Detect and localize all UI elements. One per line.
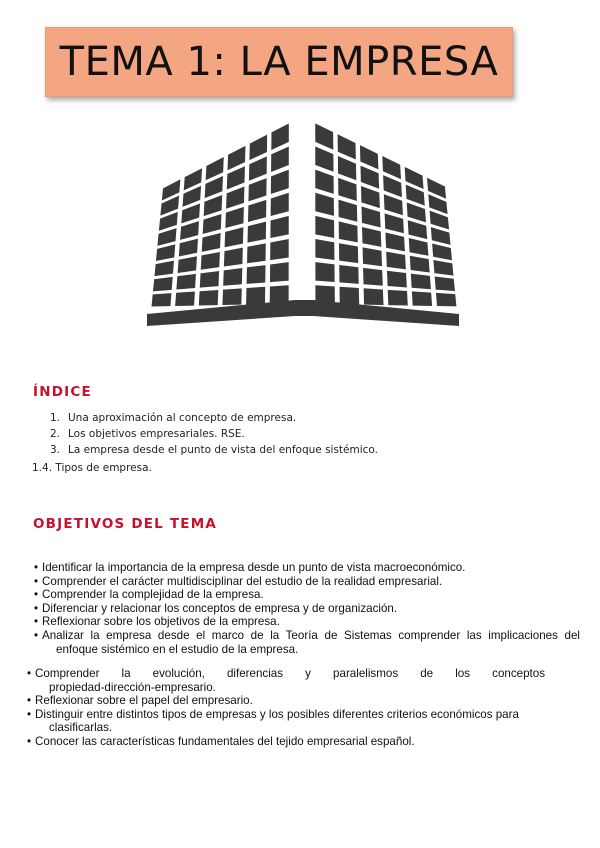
building-window bbox=[270, 262, 289, 282]
objective-item: • Analizar la empresa desde el marco de la Teoría de Sistemas comprender las implicaciones del enfoque sistémico en el estudio de la empresa. bbox=[34, 629, 580, 656]
page-title: TEMA 1: LA EMPRESA bbox=[59, 39, 499, 85]
building-window bbox=[408, 220, 427, 239]
building-window bbox=[176, 274, 196, 290]
building-window bbox=[156, 244, 175, 261]
building-window bbox=[200, 271, 219, 288]
building-window bbox=[271, 170, 289, 194]
building-window bbox=[227, 166, 245, 189]
building-window bbox=[247, 243, 266, 263]
building-window bbox=[339, 243, 358, 263]
building-window bbox=[270, 239, 289, 260]
building-window bbox=[248, 178, 266, 201]
building-window bbox=[179, 239, 198, 257]
building-window bbox=[271, 147, 289, 172]
index-list bbox=[50, 410, 378, 458]
building-window bbox=[407, 202, 426, 222]
building-window bbox=[315, 216, 334, 238]
building-window bbox=[315, 123, 333, 149]
title-banner bbox=[45, 27, 513, 97]
building-window bbox=[249, 156, 267, 180]
building-window bbox=[384, 194, 403, 215]
building-window bbox=[363, 268, 383, 286]
building-icon bbox=[145, 118, 461, 330]
building-window bbox=[203, 214, 222, 234]
index-item: 2. Los objetivos empresariales. RSE. bbox=[50, 428, 245, 440]
building-window bbox=[315, 239, 334, 260]
building-window bbox=[224, 248, 243, 267]
building-window bbox=[201, 252, 220, 270]
building-window bbox=[246, 287, 265, 305]
building-window bbox=[181, 203, 200, 223]
building-window bbox=[248, 222, 267, 243]
building-window bbox=[362, 227, 381, 247]
building-window bbox=[271, 193, 289, 216]
objectives-list-a bbox=[34, 561, 580, 656]
building-window bbox=[363, 247, 382, 266]
building-window bbox=[410, 256, 430, 273]
building-window bbox=[364, 288, 384, 305]
building-window bbox=[315, 147, 333, 172]
building-window bbox=[386, 252, 406, 270]
objectives-list-b bbox=[27, 667, 545, 749]
building-window bbox=[362, 206, 381, 227]
objective-item: • Distinguir entre distintos tipos de empresas y los posibles diferentes criterios económicos para clasificarlas. bbox=[27, 708, 545, 735]
building-window bbox=[339, 221, 358, 242]
building-window bbox=[435, 276, 455, 291]
building-window bbox=[226, 187, 244, 209]
building-window bbox=[202, 233, 221, 252]
objectives-heading: OBJETIVOS DEL TEMA bbox=[33, 516, 217, 532]
building-window bbox=[223, 268, 242, 286]
building-window bbox=[339, 265, 358, 284]
building-window bbox=[225, 227, 244, 247]
objective-item: • Reflexionar sobre el papel del empresario. bbox=[27, 694, 545, 708]
objective-item: • Comprender el carácter multidisciplinar del estudio de la realidad empresarial. bbox=[34, 575, 580, 589]
building-window bbox=[206, 157, 224, 180]
building-window bbox=[180, 221, 199, 240]
building-window bbox=[270, 216, 288, 238]
building-window bbox=[248, 200, 266, 222]
building-window bbox=[361, 186, 380, 208]
building-window bbox=[338, 200, 357, 222]
building-window bbox=[436, 293, 456, 307]
building-window bbox=[360, 145, 378, 169]
building-window bbox=[271, 123, 289, 150]
objective-item: • Reflexionar sobre los objetivos de la empresa. bbox=[34, 615, 580, 629]
building-window bbox=[249, 135, 267, 160]
index-item: 1. Una aproximación al concepto de empresa. bbox=[50, 412, 297, 424]
index-item: 3. La empresa desde el punto de vista del enfoque sistémico. bbox=[50, 444, 379, 456]
building-window bbox=[199, 290, 219, 306]
building-window bbox=[247, 265, 266, 284]
building-window bbox=[153, 277, 173, 291]
index-heading: ÍNDICE bbox=[33, 384, 92, 400]
building-window bbox=[222, 288, 241, 305]
building-window bbox=[432, 244, 452, 261]
building-window bbox=[431, 227, 451, 245]
building-window bbox=[340, 287, 360, 305]
objective-item: • Conocer las características fundamentales del tejido empresarial español. bbox=[27, 735, 545, 749]
building-window bbox=[315, 262, 334, 282]
building-window bbox=[383, 175, 402, 197]
building-window bbox=[387, 271, 407, 288]
objective-item: • Diferenciar y relacionar los conceptos de empresa y de organización. bbox=[34, 602, 580, 616]
building-window bbox=[338, 134, 356, 159]
building-window bbox=[385, 232, 404, 251]
building-window bbox=[204, 195, 223, 216]
building-window bbox=[157, 228, 176, 246]
building-window bbox=[315, 193, 334, 216]
index-extra-item: 1.4. Tipos de empresa. bbox=[32, 462, 152, 474]
building-window bbox=[338, 178, 357, 201]
building-window bbox=[338, 156, 356, 180]
building-window bbox=[154, 261, 174, 277]
objective-item: • Comprender la evolución, diferencias y paralelismos de los conceptos propiedad-dirección-empresario. bbox=[27, 667, 545, 694]
building-window bbox=[411, 274, 431, 290]
building-window bbox=[175, 292, 195, 306]
building-window bbox=[433, 260, 453, 276]
building-window bbox=[412, 291, 432, 306]
building-window bbox=[178, 256, 197, 273]
building-window bbox=[225, 207, 244, 228]
building-window bbox=[152, 293, 172, 306]
objective-item: • Comprender la complejidad de la empresa. bbox=[34, 588, 580, 602]
building-window bbox=[385, 213, 404, 233]
objective-item: • Identificar la importancia de la empresa desde un punto de vista macroeconómico. bbox=[34, 561, 580, 575]
building-window bbox=[382, 156, 401, 179]
building-window bbox=[228, 146, 246, 170]
building-window bbox=[388, 290, 408, 306]
building-window bbox=[409, 238, 429, 256]
building-window bbox=[360, 166, 379, 189]
building-window bbox=[315, 170, 333, 194]
